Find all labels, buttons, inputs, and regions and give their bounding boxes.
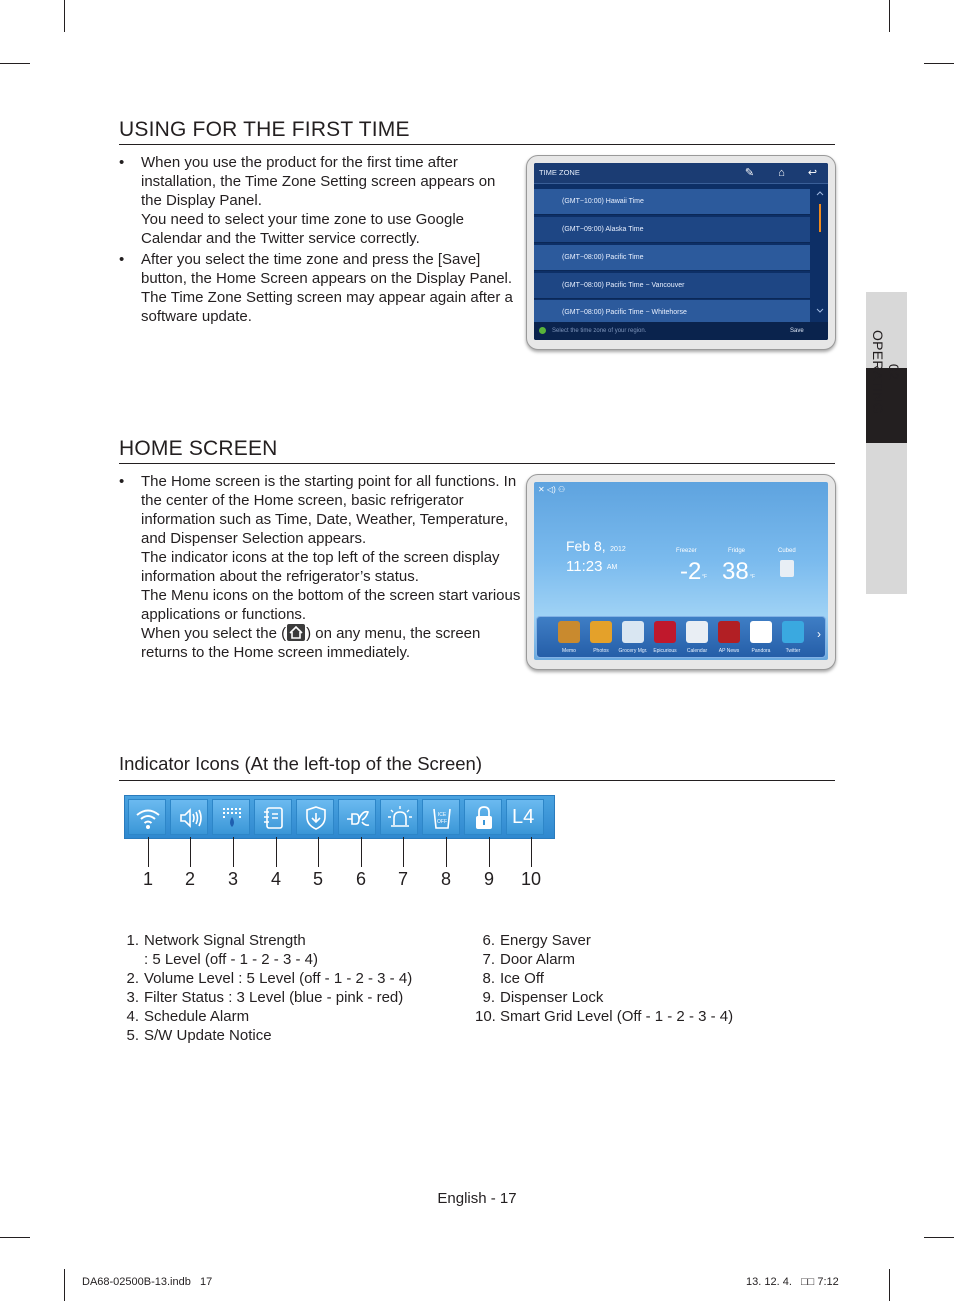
- bullet-text: • When you use the product for the first time after installation, the Time Zone Setting screen appears on the Display Panel.: [141, 154, 496, 209]
- legend-text-continued: : 5 Level (off - 1 - 2 - 3 - 4): [144, 951, 318, 968]
- list-item: [119, 472, 521, 662]
- bullet-text-part: When you select the (: [141, 625, 287, 642]
- crop-mark: [889, 1269, 890, 1301]
- indicator-number: 2: [184, 869, 195, 889]
- legend-item: [119, 969, 469, 988]
- freezer-label: Freezer: [676, 548, 697, 554]
- save-button[interactable]: Save: [790, 328, 804, 334]
- legend-number: 3.: [126, 989, 139, 1006]
- leader-line: [489, 837, 490, 867]
- timezone-header: [534, 163, 828, 184]
- home-screen-image: [526, 474, 836, 670]
- bullet-text: [141, 624, 521, 662]
- home-screen-bullets: [119, 472, 521, 664]
- legend-text: Door Alarm: [500, 951, 576, 968]
- app-icon[interactable]: [622, 621, 644, 643]
- legend-number: 4.: [126, 1008, 139, 1025]
- svg-text:OFF: OFF: [437, 819, 447, 825]
- crop-mark: [0, 63, 30, 64]
- timezone-scrollbar[interactable]: [816, 189, 824, 317]
- indicator-legend-right: [475, 931, 815, 1026]
- home-icon: [287, 624, 305, 641]
- app-icon[interactable]: [782, 621, 804, 643]
- leader-line: [148, 837, 149, 867]
- app-icon[interactable]: [750, 621, 772, 643]
- print-info-left: DA68-02500B-13.indb 17: [82, 1276, 213, 1288]
- ice-off-icon: [422, 799, 460, 835]
- door-alarm-icon: [380, 799, 418, 835]
- app-label: Calendar: [686, 648, 708, 654]
- bullet-text: The indicator icons at the top left of the screen display information about the refrigerator’s status.: [141, 549, 500, 585]
- home-screen: [534, 482, 828, 660]
- legend-text: Dispenser Lock: [500, 989, 604, 1006]
- crop-mark: [924, 1237, 954, 1238]
- ice-cup-icon: [780, 560, 794, 577]
- legend-item: [475, 969, 815, 988]
- timezone-hint: Select the time zone of your region.: [552, 328, 647, 334]
- leader-line: [531, 837, 532, 867]
- app-icon[interactable]: [654, 621, 676, 643]
- home-time: 11:23: [566, 558, 603, 575]
- legend-number: 1.: [126, 932, 139, 949]
- app-label: AP News: [718, 648, 740, 654]
- timezone-title: TIME ZONE: [539, 168, 580, 177]
- legend-item: [475, 950, 815, 969]
- bullet-text: You need to select your time zone to use Google Calendar and the Twitter service correctly.: [141, 211, 464, 247]
- leader-line: [276, 837, 277, 867]
- timezone-screen-image: [526, 155, 836, 350]
- legend-text: Schedule Alarm: [144, 1008, 250, 1025]
- legend-text: Network Signal Strength: [144, 932, 306, 949]
- leader-line: [190, 837, 191, 867]
- legend-text: Smart Grid Level (Off - 1 - 2 - 3 - 4): [500, 1008, 734, 1025]
- home-date: Feb 8,: [566, 538, 606, 554]
- section-title-home-screen: HOME SCREEN: [119, 437, 835, 464]
- legend-text: S/W Update Notice: [144, 1027, 272, 1044]
- app-icon[interactable]: [558, 621, 580, 643]
- indicator-legend-left: [119, 931, 469, 1045]
- legend-number: 10.: [475, 1008, 496, 1025]
- list-item: [119, 153, 519, 248]
- legend-item: [119, 931, 469, 969]
- svg-text:ICE: ICE: [437, 812, 447, 818]
- leader-line: [403, 837, 404, 867]
- cubed-label: Cubed: [778, 548, 796, 554]
- legend-number: 6.: [482, 932, 495, 949]
- bullet-text: • After you select the time zone and press the [Save] button, the Home Screen appears on the Display Panel.: [141, 251, 513, 287]
- leader-line: [233, 837, 234, 867]
- indicator-number: 6: [355, 869, 366, 889]
- home-datetime: [566, 538, 626, 574]
- app-label: Epicurious: [653, 648, 677, 654]
- smart-grid-level: L4: [512, 806, 535, 828]
- timezone-screen: [534, 163, 828, 340]
- dispenser-lock-icon: [464, 799, 502, 835]
- indicator-number: 3: [227, 869, 238, 889]
- indicator-number: 4: [270, 869, 281, 889]
- timezone-row[interactable]: (GMT−08:00) Pacific Time − Vancouver: [534, 273, 810, 299]
- legend-number: 7.: [482, 951, 495, 968]
- app-icon[interactable]: [686, 621, 708, 643]
- crop-mark: [64, 1269, 65, 1301]
- section-title-indicator-icons: Indicator Icons (At the left-top of the Screen): [119, 753, 835, 781]
- timezone-footer: [534, 322, 828, 340]
- legend-item: [119, 1007, 469, 1026]
- legend-text: Filter Status : 3 Level (blue - pink - red): [144, 989, 404, 1006]
- legend-item: [119, 1026, 469, 1045]
- indicator-number: 1: [142, 869, 153, 889]
- sw-update-icon: [296, 799, 334, 835]
- indicator-number: 9: [483, 869, 494, 889]
- page-number: English - 17: [437, 1190, 517, 1207]
- legend-item: [475, 988, 815, 1007]
- freezer-temp: -2: [680, 558, 702, 585]
- app-icon[interactable]: [718, 621, 740, 643]
- leader-line: [318, 837, 319, 867]
- app-dock: [536, 616, 826, 658]
- freezer-unit: °F: [702, 574, 708, 580]
- wifi-icon: [128, 799, 166, 835]
- back-icon[interactable]: ↩: [807, 167, 818, 179]
- home-year: 2012: [610, 546, 626, 553]
- crop-mark: [924, 63, 954, 64]
- fridge-label: Fridge: [728, 548, 746, 554]
- legend-number: 8.: [482, 970, 495, 987]
- legend-text: Energy Saver: [500, 932, 591, 949]
- legend-text: Ice Off: [500, 970, 544, 987]
- legend-number: 5.: [126, 1027, 139, 1044]
- next-page-icon[interactable]: ›: [817, 627, 821, 641]
- fridge-temp: 38: [722, 558, 749, 585]
- indicator-number: 5: [312, 869, 323, 889]
- crop-mark: [0, 1237, 30, 1238]
- crop-mark: [64, 0, 65, 32]
- memo-icon[interactable]: ✎: [744, 167, 755, 179]
- timezone-row[interactable]: (GMT−08:00) Pacific Time: [534, 245, 810, 271]
- indicator-number: 8: [440, 869, 451, 889]
- leader-line: [361, 837, 362, 867]
- crop-mark: [889, 0, 890, 32]
- indicator-strip: [124, 795, 555, 839]
- schedule-alarm-icon: [254, 799, 292, 835]
- bullet-text: The Menu icons on the bottom of the screen start various applications or functions.: [141, 587, 521, 623]
- fridge-unit: °F: [750, 574, 756, 580]
- filter-icon: [212, 799, 250, 835]
- timezone-row[interactable]: (GMT−09:00) Alaska Time: [534, 217, 810, 243]
- side-tab-label: 02 OPERATING: [870, 329, 902, 415]
- section-title-first-time: USING FOR THE FIRST TIME: [119, 118, 835, 145]
- first-time-bullets: [119, 153, 519, 328]
- bullet-text: • The Home screen is the starting point for all functions. In the center of the Home screen, basic refrigerator information such as Time, Date, Weather, Temperature, and Dispenser Selection appears.: [141, 473, 517, 547]
- legend-item: [475, 1007, 815, 1026]
- indicator-number: 7: [397, 869, 408, 889]
- app-icon[interactable]: [590, 621, 612, 643]
- print-info-right: 13. 12. 4. □□ 7:12: [746, 1276, 839, 1288]
- legend-text: Volume Level : 5 Level (off - 1 - 2 - 3 - 4): [144, 970, 413, 987]
- indicator-number: 10: [520, 869, 542, 889]
- bullet-text: The Time Zone Setting screen may appear again after a software update.: [141, 289, 513, 325]
- legend-number: 9.: [482, 989, 495, 1006]
- info-icon: [539, 327, 546, 334]
- legend-item: [475, 931, 815, 950]
- app-label: Pandora: [751, 648, 771, 654]
- timezone-row[interactable]: (GMT−10:00) Hawaii Time: [534, 189, 810, 215]
- status-indicator-icon: ✕ ◁) ⚇: [538, 485, 566, 494]
- legend-item: [119, 988, 469, 1007]
- app-label: Memo: [562, 648, 576, 654]
- list-item: [119, 250, 519, 326]
- volume-icon: [170, 799, 208, 835]
- leader-line: [446, 837, 447, 867]
- home-ampm: AM: [606, 564, 618, 571]
- legend-number: 2.: [126, 970, 139, 987]
- bullet-text-part: ) on any menu, the screen returns to the Home screen immediately.: [141, 625, 481, 661]
- energy-saver-icon: [338, 799, 376, 835]
- smart-grid-icon: [506, 799, 544, 835]
- app-label: Twitter: [785, 648, 801, 654]
- app-label: Photos: [593, 648, 609, 654]
- home-icon[interactable]: ⌂: [778, 167, 785, 179]
- timezone-row[interactable]: (GMT−08:00) Pacific Time − Whitehorse: [534, 300, 810, 326]
- app-label: Grocery Mgr.: [618, 648, 648, 654]
